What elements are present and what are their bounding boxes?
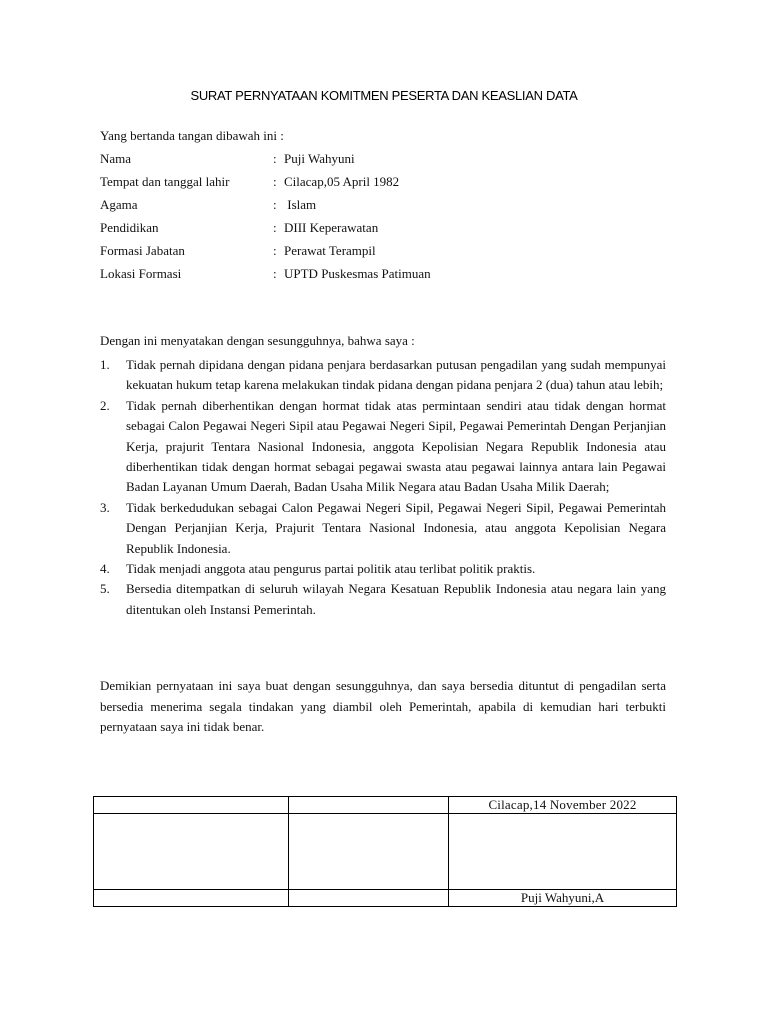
field-label: Tempat dan tanggal lahir bbox=[100, 174, 230, 189]
table-cell bbox=[289, 814, 449, 890]
document-title: SURAT PERNYATAAN KOMITMEN PESERTA DAN KEASLIAN DATA bbox=[190, 88, 578, 103]
table-cell bbox=[289, 797, 449, 814]
signature-name: Puji Wahyuni,A bbox=[449, 890, 677, 907]
list-item bbox=[100, 355, 666, 396]
table-cell bbox=[94, 890, 289, 907]
list-item-text: Tidak menjadi anggota atau pengurus partai politik atau terlibat politik praktis. bbox=[126, 561, 536, 577]
field-value: UPTD Puskesmas Patimuan bbox=[284, 266, 431, 281]
table-cell bbox=[94, 814, 289, 890]
field-value: Perawat Terampil bbox=[284, 243, 376, 258]
field-value: Puji Wahyuni bbox=[284, 151, 355, 166]
list-number: 3. bbox=[100, 499, 110, 515]
list-number: 4. bbox=[100, 561, 110, 577]
statement-list bbox=[100, 355, 666, 620]
closing-paragraph: Demikian pernyataan ini saya buat dengan sesungguhnya, dan saya bersedia dituntut di pengadilan serta bersedia menerima segala tindakan yang diambil oleh Pemerintah, apabila di kemudian hari terbukti pernyataan saya ini tidak benar. bbox=[100, 678, 666, 734]
list-item-text: Tidak pernah diberhentikan dengan hormat tidak atas permintaan sendiri atau tidak dengan hormat sebagai Calon Pegawai Negeri Sipil atau Pegawai Negeri Sipil, Pegawai Pemerintah Dengan Perjanjian Kerja, prajurit Tentara Nasional Indonesia, anggota Kepolisian Negara Republik Indonesia atau diberhentikan tidak dengan hormat sebagai pegawai swasta atau pegawai lainnya antara lain Pegawai Badan Layanan Umum Daerah, Badan Usaha Milik Negara atau Badan Usaha Milik Daerah; bbox=[126, 397, 666, 495]
field-label: Nama bbox=[100, 151, 132, 166]
list-item-text: Tidak berkedudukan sebagai Calon Pegawai Negeri Sipil, Pegawai Negeri Sipil, Pegawai Pemerintah Dengan Perjanjian Kerja, Prajurit Tentara Nasional Indonesia, atau anggota Kepolisian Negara Republik Indonesia. bbox=[126, 499, 666, 556]
table-cell bbox=[289, 890, 449, 907]
field-colon: : bbox=[273, 243, 277, 258]
intro-text: Yang bertanda tangan dibawah ini : bbox=[100, 128, 284, 143]
signature-table bbox=[93, 796, 677, 907]
field-value: DIII Keperawatan bbox=[284, 220, 379, 235]
signature-space bbox=[449, 814, 677, 890]
field-label: Agama bbox=[100, 197, 138, 212]
field-label: Lokasi Formasi bbox=[100, 266, 182, 281]
list-item bbox=[100, 498, 666, 559]
field-label: Formasi Jabatan bbox=[100, 243, 185, 258]
field-colon: : bbox=[273, 220, 277, 235]
list-item bbox=[100, 579, 666, 620]
field-value: Islam bbox=[284, 197, 317, 212]
list-item-text: Tidak pernah dipidana dengan pidana penjara berdasarkan putusan pengadilan yang sudah mempunyai kekuatan hukum tetap karena melakukan tindak pidana dengan pidana penjara 2 (dua) tahun atau lebih; bbox=[126, 357, 666, 393]
statement-intro: Dengan ini menyatakan dengan sesungguhnya, bahwa saya : bbox=[100, 333, 415, 348]
list-number: 5. bbox=[100, 581, 110, 597]
table-cell bbox=[94, 797, 289, 814]
list-item bbox=[100, 559, 666, 579]
list-item bbox=[100, 396, 666, 498]
field-value: Cilacap,05 April 1982 bbox=[284, 174, 400, 189]
field-colon: : bbox=[273, 174, 277, 189]
signature-place-date: Cilacap,14 November 2022 bbox=[449, 797, 677, 814]
field-colon: : bbox=[273, 197, 277, 212]
list-number: 2. bbox=[100, 397, 110, 413]
field-colon: : bbox=[273, 151, 277, 166]
list-item-text: Bersedia ditempatkan di seluruh wilayah Negara Kesatuan Republik Indonesia atau negara lain yang ditentukan oleh Instansi Pemerintah. bbox=[126, 581, 666, 617]
list-number: 1. bbox=[100, 357, 110, 372]
field-colon: : bbox=[273, 266, 277, 281]
field-label: Pendidikan bbox=[100, 220, 159, 235]
